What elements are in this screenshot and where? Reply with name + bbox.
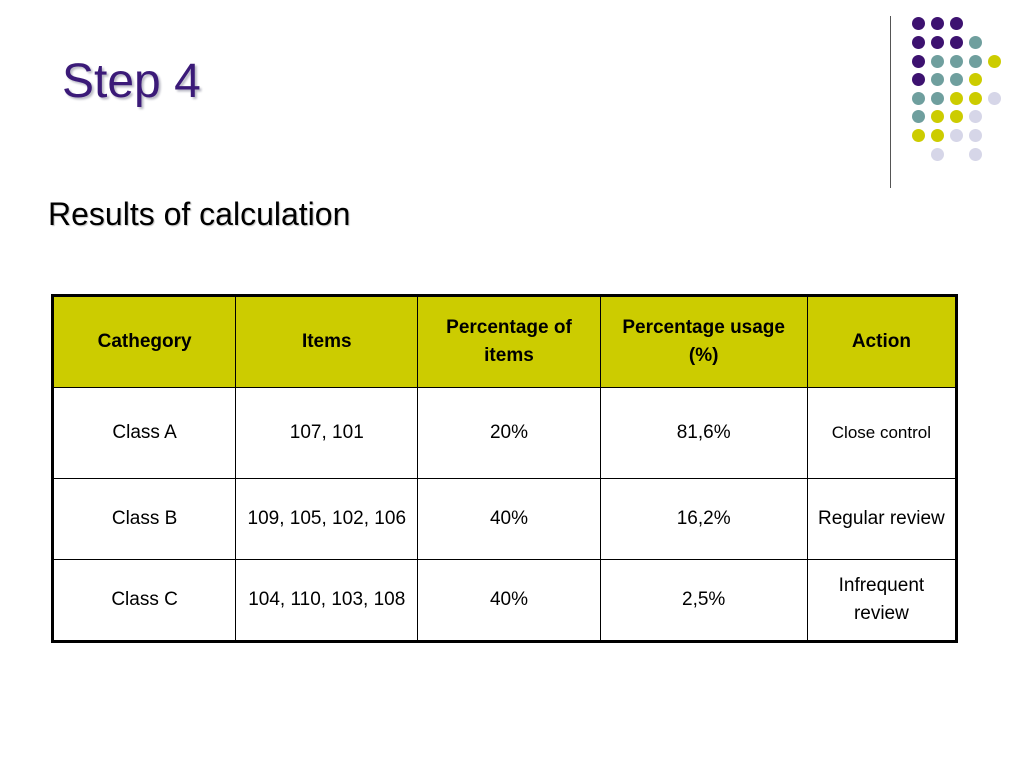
dot: [912, 73, 925, 86]
dot: [988, 92, 1001, 105]
cell-percentage-items: 20%: [418, 388, 600, 479]
dot: [912, 55, 925, 68]
dot: [931, 73, 944, 86]
dot: [912, 17, 925, 30]
dot: [950, 92, 963, 105]
cell-items: 104, 110, 103, 108: [236, 560, 418, 642]
cell-items: 107, 101: [236, 388, 418, 479]
dot: [912, 36, 925, 49]
dot: [969, 129, 982, 142]
cell-action: Infrequent review: [807, 560, 956, 642]
decorative-divider: [890, 16, 891, 188]
dot: [931, 129, 944, 142]
cell-percentage-usage: 16,2%: [600, 479, 807, 560]
dot: [950, 17, 963, 30]
header-items: Items: [236, 296, 418, 388]
dot: [931, 17, 944, 30]
dot: [969, 148, 982, 161]
cell-percentage-usage: 2,5%: [600, 560, 807, 642]
dot: [931, 148, 944, 161]
cell-action: Close control: [807, 388, 956, 479]
slide-title: Step 4: [62, 55, 201, 108]
dot: [931, 55, 944, 68]
cell-category: Class A: [53, 388, 236, 479]
dot: [931, 36, 944, 49]
header-percentage-usage: Percentage usage (%): [600, 296, 807, 388]
dot: [931, 92, 944, 105]
table-row: [53, 388, 957, 479]
dot: [969, 92, 982, 105]
dot: [988, 55, 1001, 68]
cell-category: Class B: [53, 479, 236, 560]
dot: [969, 36, 982, 49]
cell-items: 109, 105, 102, 106: [236, 479, 418, 560]
table-row: [53, 479, 957, 560]
cell-percentage-usage: 81,6%: [600, 388, 807, 479]
table-row: [53, 560, 957, 642]
dot: [912, 110, 925, 123]
cell-category: Class C: [53, 560, 236, 642]
cell-percentage-items: 40%: [418, 560, 600, 642]
cell-percentage-items: 40%: [418, 479, 600, 560]
cell-action: Regular review: [807, 479, 956, 560]
header-percentage-items: Percentage of items: [418, 296, 600, 388]
dot: [950, 36, 963, 49]
header-action: Action: [807, 296, 956, 388]
dot: [969, 110, 982, 123]
dot: [912, 92, 925, 105]
slide-subtitle: Results of calculation: [48, 196, 351, 232]
header-category: Cathegory: [53, 296, 236, 388]
dot: [950, 110, 963, 123]
dot: [950, 73, 963, 86]
dot: [950, 55, 963, 68]
dot: [969, 55, 982, 68]
dot: [950, 129, 963, 142]
results-table: [51, 294, 958, 643]
dot: [912, 129, 925, 142]
dot: [931, 110, 944, 123]
table-header-row: [53, 296, 957, 388]
dot: [969, 73, 982, 86]
